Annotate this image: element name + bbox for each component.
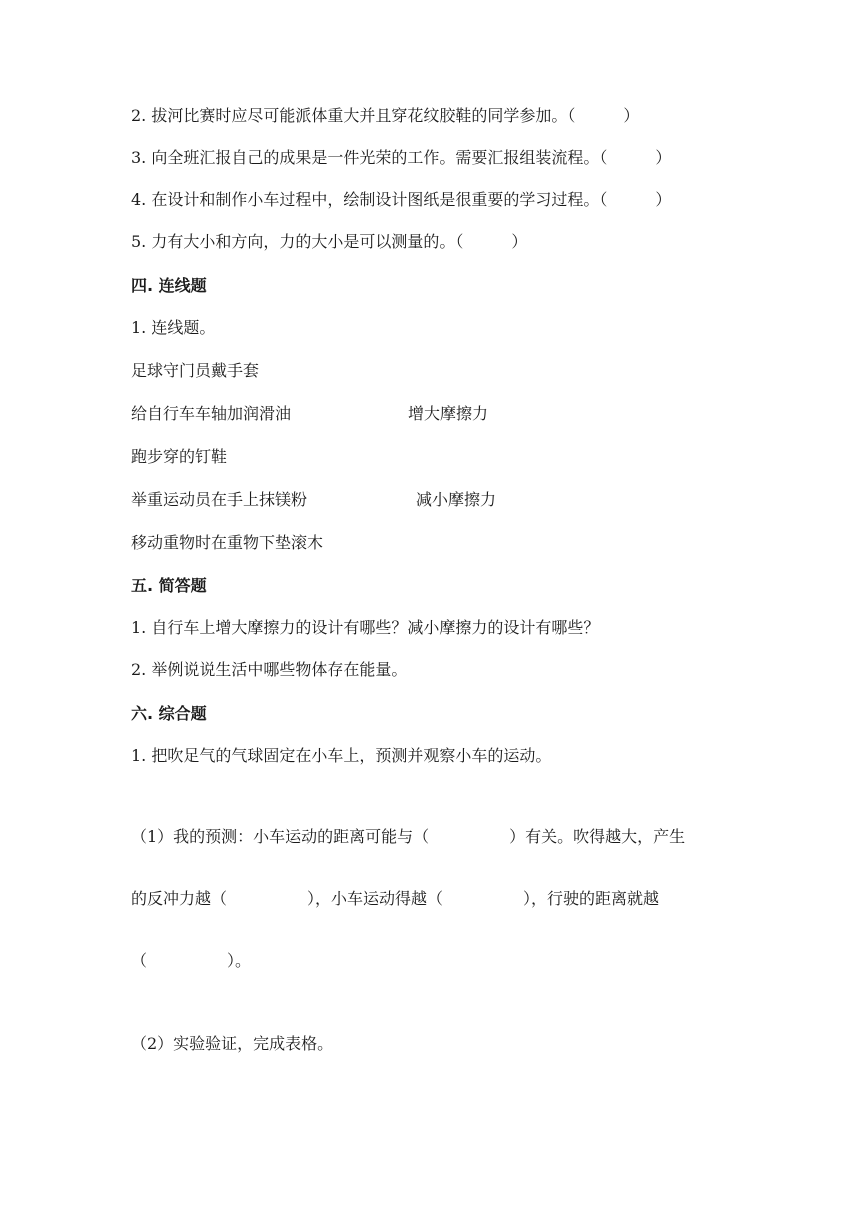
matching-right-item: 增大摩擦力 xyxy=(408,404,489,423)
prediction-line-1: （1）我的预测：小车运动的距离可能与（ ）有关。吹得越大，产生 xyxy=(131,827,686,846)
matching-left-item: 移动重物时在重物下垫滚木 xyxy=(131,533,324,552)
matching-question-1: 1. 连线题。 xyxy=(131,318,216,337)
judge-question-2: 2. 拔河比赛时应尽可能派体重大并且穿花纹胶鞋的同学参加。（ ） xyxy=(131,106,640,125)
matching-left-item: 给自行车车轴加润滑油 xyxy=(131,404,292,423)
section-heading-matching: 四. 连线题 xyxy=(131,276,207,295)
matching-left-item: 举重运动员在手上抹镁粉 xyxy=(131,490,308,509)
matching-right-item: 减小摩擦力 xyxy=(416,490,497,509)
matching-left-item: 跑步穿的钉鞋 xyxy=(131,447,228,466)
section-heading-comprehensive: 六. 综合题 xyxy=(131,704,207,723)
section-heading-short-answer: 五. 简答题 xyxy=(131,576,207,595)
short-answer-question-1: 1. 自行车上增大摩擦力的设计有哪些？减小摩擦力的设计有哪些？ xyxy=(131,618,600,637)
matching-left-item: 足球守门员戴手套 xyxy=(131,361,260,380)
judge-question-5: 5. 力有大小和方向，力的大小是可以测量的。（ ） xyxy=(131,232,528,251)
judge-question-4: 4. 在设计和制作小车过程中，绘制设计图纸是很重要的学习过程。（ ） xyxy=(131,190,672,209)
experiment-instruction: （2）实验验证，完成表格。 xyxy=(131,1034,334,1053)
judge-question-3: 3. 向全班汇报自己的成果是一件光荣的工作。需要汇报组装流程。（ ） xyxy=(131,148,672,167)
short-answer-question-2: 2. 举例说说生活中哪些物体存在能量。 xyxy=(131,660,408,679)
comprehensive-question-1: 1. 把吹足气的气球固定在小车上，预测并观察小车的运动。 xyxy=(131,746,552,765)
prediction-line-2: 的反冲力越（ ），小车运动得越（ ），行驶的距离就越 xyxy=(131,889,660,908)
prediction-line-3: （ ）。 xyxy=(131,951,252,970)
